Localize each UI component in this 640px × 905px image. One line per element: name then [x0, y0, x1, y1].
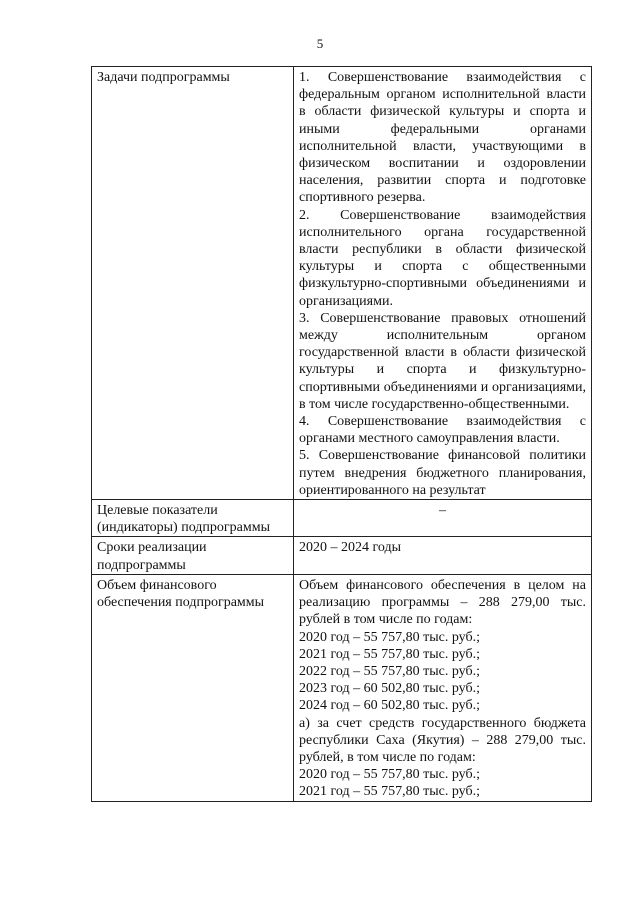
- task-item-1: 1. Совершенствование взаимодействия с федеральным органом исполнительной власти в области физической культуры и спорта и иными федеральными органами исполнительной власти, участвующими в физическом воспитании и оздоровлении населения, развитии спорта и подготовке спортивного резерва.: [299, 70, 586, 206]
- financing-year-line: 2020 год – 55 757,80 тыс. руб.;: [299, 767, 480, 783]
- task-item-4: 4. Совершенствование взаимодействия с органами местного самоуправления власти.: [299, 414, 586, 447]
- row-value-period: 2020 – 2024 годы: [294, 537, 592, 574]
- financing-total: Объем финансового обеспечения в целом на реализацию программы – 288 279,00 тыс. рублей в том числе по годам:: [299, 577, 586, 628]
- row-label-tasks: Задачи подпрограммы: [92, 67, 294, 500]
- table-row-period: [92, 537, 592, 574]
- financing-year-line: 2024 год – 60 502,80 тыс. руб.;: [299, 698, 480, 714]
- financing-year-line: 2022 год – 55 757,80 тыс. руб.;: [299, 663, 480, 679]
- task-item-5: 5. Совершенствование финансовой политики путем внедрения бюджетного планирования, ориентированного на результат: [299, 448, 586, 498]
- financing-year-line: 2021 год – 55 757,80 тыс. руб.;: [299, 646, 480, 662]
- subprogram-passport-table: [91, 66, 592, 802]
- task-item-3: 3. Совершенствование правовых отношений между исполнительным органом государственной власти в области физической культуры и спорта и физкультурно-спортивными объединениями и организациями, в том числе государственно-общественными.: [299, 310, 586, 412]
- financing-year-line: 2023 год – 60 502,80 тыс. руб.;: [299, 681, 480, 697]
- financing-state-budget: а) за счет средств государственного бюджета республики Саха (Якутия) – 288 279,00 тыс. рублей, в том числе по годам:: [299, 715, 586, 765]
- task-item-2: 2. Совершенствование взаимодействия исполнительного органа государственной власти республики в области физической культуры и спорта с общественными физкультурно-спортивными объединениями и организациями.: [299, 207, 586, 309]
- financing-year-line: 2020 год – 55 757,80 тыс. руб.;: [299, 629, 480, 645]
- row-label-financing: Объем финансового обеспечения подпрограммы: [92, 574, 294, 801]
- page-number: 5: [316, 36, 324, 51]
- row-value-indicators: –: [294, 500, 592, 537]
- table-row-financing: [92, 574, 592, 801]
- financing-year-line: 2021 год – 55 757,80 тыс. руб.;: [299, 784, 480, 800]
- row-label-period: Сроки реализации подпрограммы: [92, 537, 294, 574]
- row-value-financing: [294, 574, 592, 801]
- row-label-indicators: Целевые показатели (индикаторы) подпрограммы: [92, 500, 294, 537]
- table-row-tasks: [92, 67, 592, 500]
- table-row-indicators: [92, 500, 592, 537]
- row-value-tasks: [294, 67, 592, 500]
